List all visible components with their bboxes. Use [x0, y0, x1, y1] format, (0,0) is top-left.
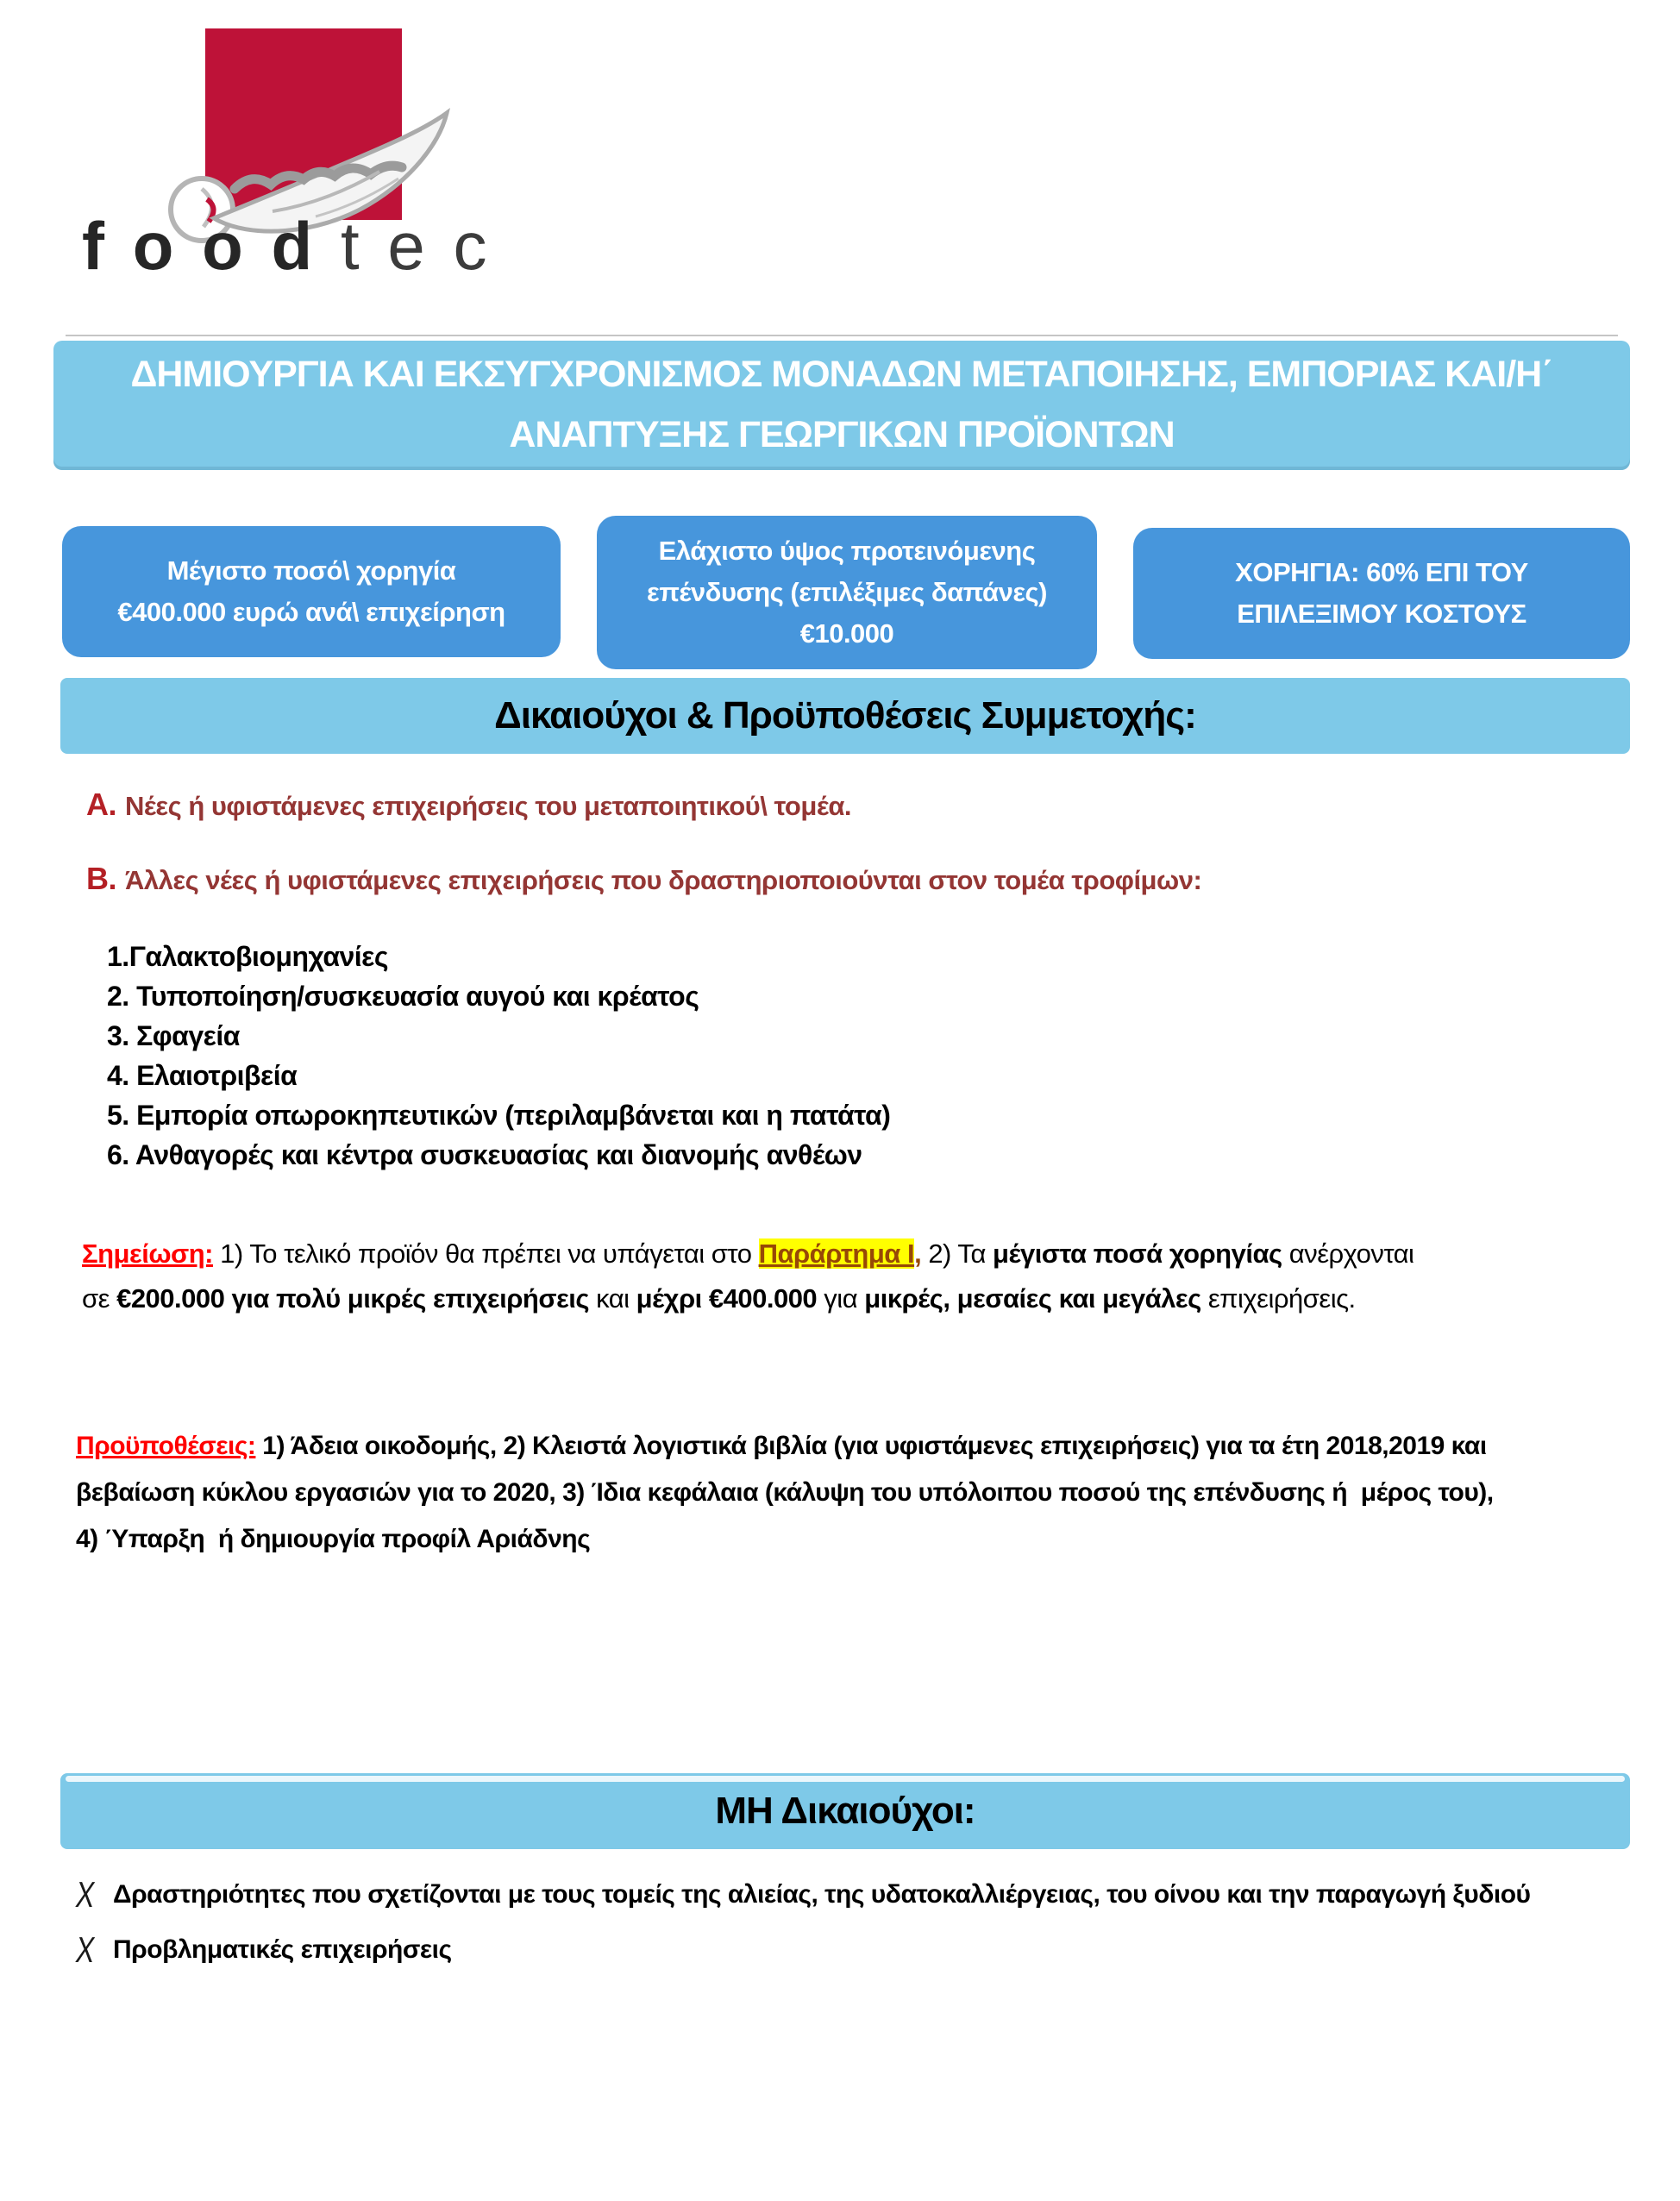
list-item: 4. Ελαιοτριβεία [107, 1060, 298, 1091]
list-item: 2. Τυποποίηση/συσκευασία αυγού και κρέατος [107, 981, 699, 1012]
list-item: 5. Εμπορία οπωροκηπευτικών (περιλαμβάνεται και η πατάτα) [107, 1100, 891, 1131]
logo-wordmark [82, 208, 516, 284]
foodtec-logo [205, 28, 402, 220]
list-item: 3. Σφαγεία [107, 1020, 240, 1051]
beneficiaries-banner [60, 678, 1630, 754]
x-mark-icon: Χ [73, 1929, 97, 1970]
info-box-line: €10.000 [799, 618, 894, 649]
info-box-line: Μέγιστο ποσό\ χορηγία [166, 555, 456, 586]
section-b-prefix: Β. [86, 861, 116, 896]
non-eligible-item [73, 1929, 452, 1970]
title-line-1: ΔΗΜΙΟΥΡΓΙΑ ΚΑΙ ΕΚΣΥΓΧΡΟΝΙΣΜΟΣ ΜΟΝΑΔΩΝ ΜΕΤΑΠΟΙΗΣΗΣ, ΕΜΠΟΡΙΑΣ ΚΑΙ/Η΄ [130, 354, 1553, 396]
info-box-max-grant [62, 526, 561, 657]
list-item: 6. Ανθαγορές και κέντρα συσκευασίας και διανομής ανθέων [107, 1139, 862, 1170]
non-eligible-text: Δραστηριότητες που σχετίζονται με τους τομείς της αλιείας, της υδατοκαλλιέργειας, του οίνου και την παραγωγή ξυδιού [113, 1880, 1531, 1909]
note-paragraph: Σημείωση: 1) Το τελικό προϊόν θα πρέπει να υπάγεται στο Παράρτημα Ι, 2) Τα μέγιστα ποσά χορηγίας ανέρχονται σε €200.000 για πολύ μικρές επιχειρήσεις και μέχρι €400.000 για μικρές, μεσαίες και μεγάλες επιχειρήσεις. [82, 1238, 1414, 1314]
title-line-2: ΑΝΑΠΤΥΞΗΣ ΓΕΩΡΓΙΚΩΝ ΠΡΟΪΟΝΤΩΝ [509, 414, 1175, 455]
main-title-banner [53, 341, 1630, 470]
section-a [86, 787, 851, 823]
info-box-line: €400.000 ευρώ ανά\ επιχείρηση [117, 597, 505, 627]
non-eligible-banner-label: ΜΗ Δικαιούχοι: [715, 1790, 975, 1832]
info-box-grant-rate [1133, 528, 1630, 659]
list-item: 1.Γαλακτοβιομηχανίες [107, 941, 388, 972]
section-b-text: Άλλες νέες ή υφιστάμενες επιχειρήσεις που δραστηριοποιούνται στον τομέα τροφίμων: [125, 865, 1202, 895]
beneficiaries-banner-label: Δικαιούχοι & Προϋποθέσεις Συμμετοχής: [494, 694, 1196, 737]
logo-text-tec: tec [340, 208, 516, 284]
section-a-text: Νέες ή υφιστάμενες επιχειρήσεις του μεταποιητικού\ τομέα. [125, 791, 851, 821]
non-eligible-text: Προβληματικές επιχειρήσεις [113, 1935, 452, 1964]
info-box-line: ΧΟΡΗΓΙΑ: 60% ΕΠΙ ΤΟΥ [1235, 556, 1528, 587]
section-b [86, 861, 1201, 897]
x-mark-icon: Χ [73, 1874, 97, 1915]
logo-text-food: food [82, 208, 341, 284]
info-box-min-investment [597, 516, 1097, 669]
info-box-line: ΕΠΙΛΕΞΙΜΟΥ ΚΟΣΤΟΥΣ [1237, 599, 1526, 629]
non-eligible-banner [60, 1773, 1630, 1849]
info-box-line: Ελάχιστο ύψος προτεινόμενης [658, 535, 1036, 566]
info-box-line: επένδυσης (επιλέξιμες δαπάνες) [646, 576, 1048, 607]
section-a-prefix: Α. [86, 787, 116, 822]
prerequisites-paragraph: Προϋποθέσεις: 1) Άδεια οικοδομής, 2) Κλειστά λογιστικά βιβλία (για υφιστάμενες επιχειρήσεις) για τα έτη 2018,2019 και βεβαίωση κύκλου εργασιών για το 2020, 3) Ίδια κεφάλαια (κάλυψη του υπόλοιπου ποσού της επένδυσης ή μέρος του), 4) Ύπαρξη ή δημιουργία προφίλ Αριάδνης [76, 1432, 1494, 1553]
non-eligible-item [73, 1874, 1531, 1915]
food-sector-list [107, 937, 890, 1175]
